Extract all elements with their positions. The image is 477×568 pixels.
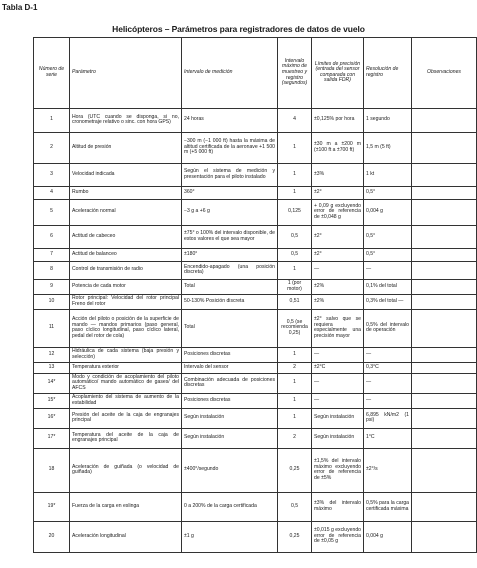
row-number: 4 xyxy=(34,186,70,199)
row-parameter: Acción del piloto o posición de la superficie de mando — mandos primarios (paso general, paso cíclico longitudinal, paso cíclico lateral, pedal del rotor de cola) xyxy=(70,309,182,347)
row-range: Total xyxy=(182,309,278,347)
row-sampling: 0,25 xyxy=(278,448,312,492)
row-accuracy: — xyxy=(312,393,364,408)
row-resolution: 0,004 g xyxy=(364,199,412,225)
row-range: ±400°/segundo xyxy=(182,448,278,492)
row-number: 11 xyxy=(34,309,70,347)
row-accuracy: — xyxy=(312,373,364,393)
row-resolution: 0,1% del total xyxy=(364,279,412,294)
row-sampling: 1 xyxy=(278,163,312,186)
row-number: 10 xyxy=(34,294,70,309)
row-parameter: Actitud de cabeceo xyxy=(70,225,182,248)
row-accuracy: ±2° xyxy=(312,248,364,261)
row-remarks xyxy=(412,373,477,393)
table-row xyxy=(34,261,477,279)
row-remarks xyxy=(412,309,477,347)
table-row xyxy=(34,108,477,132)
row-parameter: Aceleración normal xyxy=(70,199,182,225)
table-row xyxy=(34,492,477,521)
row-range: 24 horas xyxy=(182,108,278,132)
row-parameter: Rotor principal: Velocidad del rotor principal Freno del rotor xyxy=(70,294,182,309)
row-number: 5 xyxy=(34,199,70,225)
row-parameter: Velocidad indicada xyxy=(70,163,182,186)
row-accuracy: ±0,125% por hora xyxy=(312,108,364,132)
row-resolution: 1°C xyxy=(364,428,412,448)
row-resolution: — xyxy=(364,373,412,393)
row-sampling: 0,5 xyxy=(278,492,312,521)
row-sampling: 0,5 xyxy=(278,248,312,261)
row-parameter: Aceleración de guiñada (o velocidad de guiñada) xyxy=(70,448,182,492)
row-range: ±75° o 100% del intervalo disponible, de estos valores el que sea mayor xyxy=(182,225,278,248)
row-accuracy: ±2°C xyxy=(312,362,364,373)
row-parameter: Potencia de cada motor xyxy=(70,279,182,294)
row-sampling: 1 xyxy=(278,373,312,393)
header-remarks: Observaciones xyxy=(412,38,477,109)
row-range: Intervalo del sensor xyxy=(182,362,278,373)
row-resolution: 1 kt xyxy=(364,163,412,186)
table-row xyxy=(34,428,477,448)
table-row xyxy=(34,132,477,163)
row-range: Posiciones discretas xyxy=(182,347,278,362)
row-remarks xyxy=(412,428,477,448)
row-remarks xyxy=(412,132,477,163)
row-number: 7 xyxy=(34,248,70,261)
row-parameter: Temperatura exterior xyxy=(70,362,182,373)
row-number: 19* xyxy=(34,492,70,521)
row-accuracy: ±3% del intervalo máximo xyxy=(312,492,364,521)
row-accuracy: Según instalación xyxy=(312,408,364,428)
row-number: 13 xyxy=(34,362,70,373)
row-accuracy: ±2° xyxy=(312,225,364,248)
row-parameter: Altitud de presión xyxy=(70,132,182,163)
row-number: 16* xyxy=(34,408,70,428)
row-resolution: 0,5% para la carga certificada máxima xyxy=(364,492,412,521)
row-range: Según instalación xyxy=(182,408,278,428)
row-remarks xyxy=(412,225,477,248)
row-parameter: Modo y condición de acoplamiento del piloto automático/ mando automático de gases/ del AFCS xyxy=(70,373,182,393)
row-remarks xyxy=(412,408,477,428)
row-sampling: 0,51 xyxy=(278,294,312,309)
row-remarks xyxy=(412,248,477,261)
row-accuracy: — xyxy=(312,347,364,362)
row-parameter: Temperatura del aceite de la caja de engranajes principal xyxy=(70,428,182,448)
row-remarks xyxy=(412,448,477,492)
row-range: 360° xyxy=(182,186,278,199)
row-resolution: 1 segundo xyxy=(364,108,412,132)
row-number: 15* xyxy=(34,393,70,408)
row-remarks xyxy=(412,261,477,279)
table-row xyxy=(34,362,477,373)
table-row xyxy=(34,248,477,261)
header-sampling: Intervalo máximo de muestreo y registro (segundos) xyxy=(278,38,312,109)
row-resolution: 0,3°C xyxy=(364,362,412,373)
header-range: Intervalo de medición xyxy=(182,38,278,109)
row-range: −300 m (−1 000 ft) hasta la máxima de altitud certificada de la aeronave +1 500 m (+5 000 ft) xyxy=(182,132,278,163)
header-number: Número de serie xyxy=(34,38,70,109)
header-resolution: Resolución de registro xyxy=(364,38,412,109)
row-range: Encendido-apagado (una posición discreta) xyxy=(182,261,278,279)
row-range: Posiciones discretas xyxy=(182,393,278,408)
row-resolution: 1,5 m (5 ft) xyxy=(364,132,412,163)
row-sampling: 0,5 (se recomienda 0,25) xyxy=(278,309,312,347)
row-range: Total xyxy=(182,279,278,294)
table-row xyxy=(34,199,477,225)
row-range: −3 g a +6 g xyxy=(182,199,278,225)
row-parameter: Presión del aceite de la caja de engranajes principal xyxy=(70,408,182,428)
row-range: Combinación adecuada de posiciones discretas xyxy=(182,373,278,393)
row-number: 3 xyxy=(34,163,70,186)
row-range: 50-130% Posición discreta xyxy=(182,294,278,309)
row-remarks xyxy=(412,362,477,373)
row-remarks xyxy=(412,108,477,132)
row-resolution: 0,5% del intervalo de operación xyxy=(364,309,412,347)
row-range: ±180° xyxy=(182,248,278,261)
row-number: 2 xyxy=(34,132,70,163)
row-sampling: 4 xyxy=(278,108,312,132)
row-sampling: 1 xyxy=(278,408,312,428)
row-accuracy: ±2% xyxy=(312,279,364,294)
row-range: Según el sistema de medición y presentación para el piloto instalado xyxy=(182,163,278,186)
row-remarks xyxy=(412,186,477,199)
row-accuracy: + 0,09 g excluyendo error de referencia de ±0,048 g xyxy=(312,199,364,225)
row-sampling: 0,125 xyxy=(278,199,312,225)
row-parameter: Control de transmisión de radio xyxy=(70,261,182,279)
row-number: 12 xyxy=(34,347,70,362)
row-resolution: 0,5° xyxy=(364,248,412,261)
row-parameter: Acoplamiento del sistema de aumento de la estabilidad xyxy=(70,393,182,408)
table-row xyxy=(34,373,477,393)
row-resolution: 0,5° xyxy=(364,186,412,199)
row-remarks xyxy=(412,279,477,294)
header-row xyxy=(34,38,477,109)
table-row xyxy=(34,279,477,294)
row-sampling: 1 xyxy=(278,186,312,199)
row-accuracy: ±2° xyxy=(312,186,364,199)
row-accuracy: ±2% xyxy=(312,294,364,309)
table-row xyxy=(34,448,477,492)
table-row xyxy=(34,225,477,248)
row-resolution: — xyxy=(364,393,412,408)
row-number: 9 xyxy=(34,279,70,294)
row-number: 20 xyxy=(34,521,70,552)
row-range: ±1 g xyxy=(182,521,278,552)
row-resolution: ±2°/s xyxy=(364,448,412,492)
table-row xyxy=(34,294,477,309)
row-remarks xyxy=(412,393,477,408)
row-parameter: Hidráulica de cada sistema (baja presión y selección) xyxy=(70,347,182,362)
row-sampling: 1 xyxy=(278,132,312,163)
row-resolution: — xyxy=(364,347,412,362)
table-row xyxy=(34,347,477,362)
row-resolution: 0,5° xyxy=(364,225,412,248)
row-range: 0 a 200% de la carga certificada xyxy=(182,492,278,521)
row-number: 14* xyxy=(34,373,70,393)
row-parameter: Actitud de balanceo xyxy=(70,248,182,261)
row-sampling: 1 xyxy=(278,261,312,279)
row-resolution: 0,004 g xyxy=(364,521,412,552)
row-number: 1 xyxy=(34,108,70,132)
row-accuracy: ±2° salvo que se requiera especialmente una precisión mayor xyxy=(312,309,364,347)
row-parameter: Hora (UTC cuando se disponga, si no, cronometraje relativo o sinc. con hora GPS) xyxy=(70,108,182,132)
row-accuracy: Según instalación xyxy=(312,428,364,448)
row-number: 17* xyxy=(34,428,70,448)
row-accuracy: — xyxy=(312,261,364,279)
table-row xyxy=(34,521,477,552)
table-label: Tabla D-1 xyxy=(2,3,38,12)
row-sampling: 0,25 xyxy=(278,521,312,552)
row-number: 6 xyxy=(34,225,70,248)
row-resolution: 6,895 kN/m2 (1 psi) xyxy=(364,408,412,428)
row-remarks xyxy=(412,347,477,362)
row-remarks xyxy=(412,492,477,521)
row-resolution: — xyxy=(364,261,412,279)
row-remarks xyxy=(412,294,477,309)
row-sampling: 1 xyxy=(278,393,312,408)
table-row xyxy=(34,408,477,428)
row-range: Según instalación xyxy=(182,428,278,448)
row-accuracy: ±0,015 g excluyendo error de referencia de ±0,05 g xyxy=(312,521,364,552)
table-row xyxy=(34,163,477,186)
row-sampling: 2 xyxy=(278,362,312,373)
row-remarks xyxy=(412,521,477,552)
row-parameter: Aceleración longitudinal xyxy=(70,521,182,552)
row-sampling: 1 xyxy=(278,347,312,362)
row-sampling: 0,5 xyxy=(278,225,312,248)
row-accuracy: ±1,5% del intervalo máximo excluyendo error de referencia de ±5% xyxy=(312,448,364,492)
row-sampling: 1 (por motor) xyxy=(278,279,312,294)
table-row xyxy=(34,393,477,408)
row-accuracy: ±30 m a ±200 m (±100 ft a ±700 ft) xyxy=(312,132,364,163)
table-row xyxy=(34,309,477,347)
table-row xyxy=(34,186,477,199)
row-resolution: 0,3% del total — xyxy=(364,294,412,309)
parameters-table xyxy=(33,37,477,553)
row-sampling: 2 xyxy=(278,428,312,448)
row-parameter: Rumbo xyxy=(70,186,182,199)
row-remarks xyxy=(412,163,477,186)
row-remarks xyxy=(412,199,477,225)
header-accuracy: Límites de precisión (entrada del sensor comparada con salida FDR) xyxy=(312,38,364,109)
row-accuracy: ±3% xyxy=(312,163,364,186)
table-title: Helicópteros – Parámetros para registradores de datos de vuelo xyxy=(112,24,365,34)
row-parameter: Fuerza de la carga en eslinga xyxy=(70,492,182,521)
row-number: 8 xyxy=(34,261,70,279)
header-parameter: Parámetro xyxy=(70,38,182,109)
row-number: 18 xyxy=(34,448,70,492)
